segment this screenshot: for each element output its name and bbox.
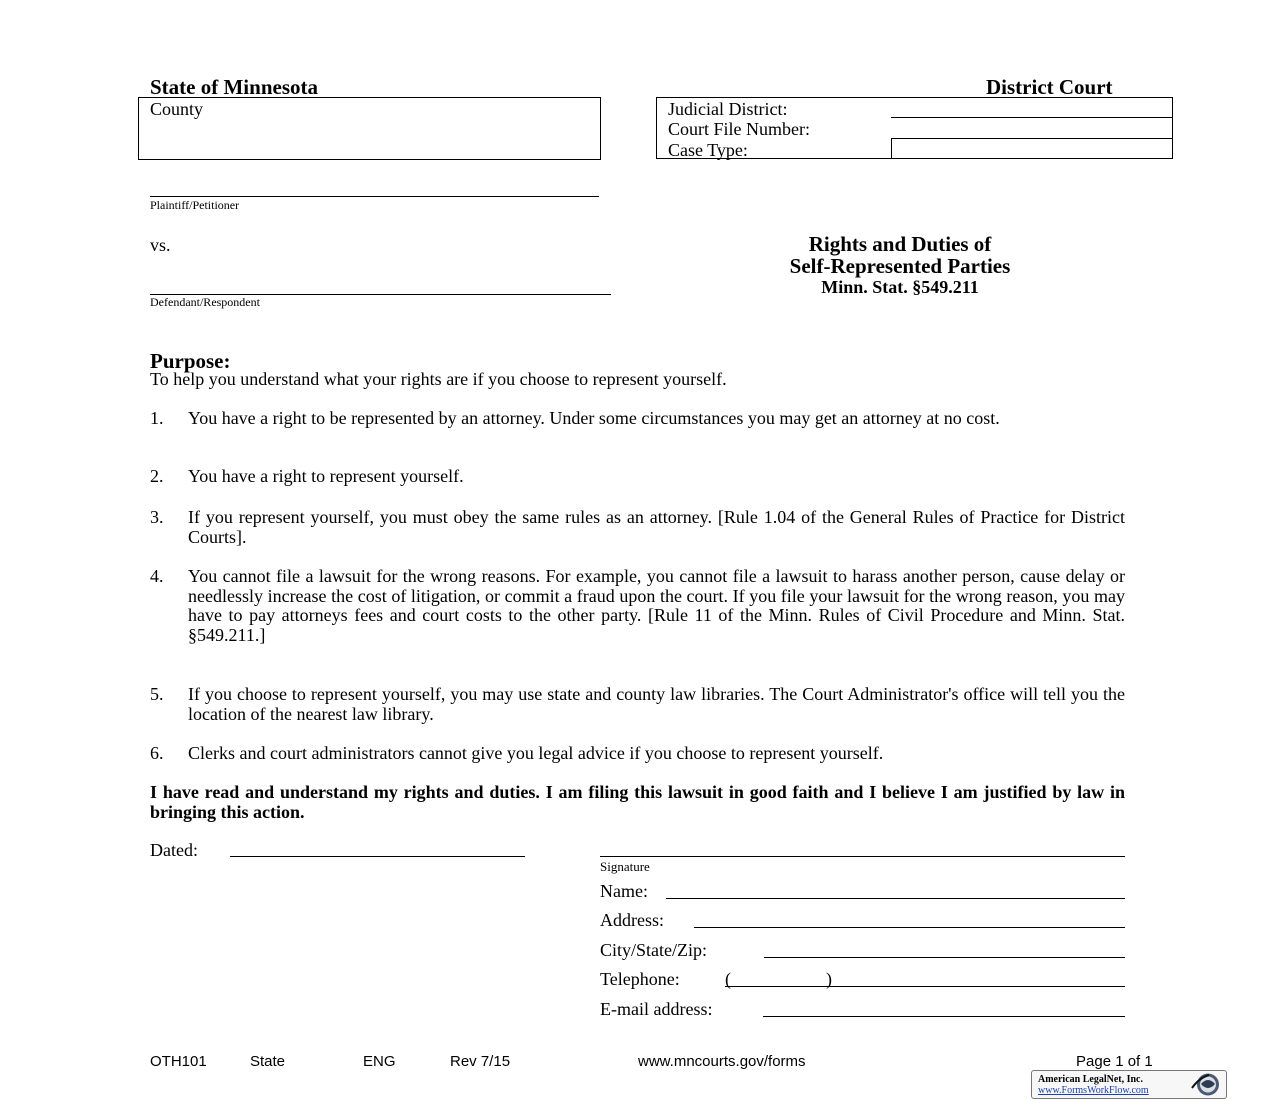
- vs-label: vs.: [150, 235, 171, 255]
- title-line-2: Self-Represented Parties: [789, 254, 1011, 278]
- plaintiff-line[interactable]: [150, 196, 599, 197]
- list-item: [150, 409, 1125, 429]
- legalnet-watermark: [1031, 1070, 1227, 1099]
- list-item-text: You cannot file a lawsuit for the wrong reasons. For example, you cannot file a lawsuit to harass another person, cause delay or needlessly increase the cost of litigation, or commit a fraud upon the court. If you file your lawsuit for the wrong reason, you may have to pay attorneys fees and court costs to the other party. [Rule 11 of the Minn. Rules of Civil Procedure and Minn. Stat. §549.211.]: [188, 566, 1125, 645]
- name-label: Name:: [600, 881, 648, 901]
- telephone-paren-open: (: [725, 969, 731, 989]
- list-item-number: 5.: [150, 684, 164, 704]
- case-type-field[interactable]: [891, 139, 1172, 158]
- case-type-label: Case Type:: [668, 140, 748, 160]
- list-item-number: 6.: [150, 743, 164, 763]
- footer-language: ENG: [363, 1053, 396, 1070]
- address-field[interactable]: [694, 927, 1125, 928]
- case-info-box: [656, 97, 1173, 159]
- list-item-text: If you represent yourself, you must obey the same rules as an attorney. [Rule 1.04 of the General Rules of Practice for District Courts].: [188, 507, 1125, 547]
- court-heading: District Court: [986, 75, 1113, 99]
- dated-label: Dated:: [150, 840, 198, 860]
- address-label: Address:: [600, 910, 664, 930]
- list-item-text: You have a right to represent yourself.: [188, 466, 464, 486]
- footer-form-code: OTH101: [150, 1053, 207, 1070]
- list-item-number: 1.: [150, 408, 164, 428]
- state-heading: State of Minnesota: [150, 75, 318, 99]
- list-item: [150, 685, 1125, 724]
- globe-icon: [1189, 1072, 1223, 1097]
- defendant-label: Defendant/Respondent: [150, 295, 260, 309]
- list-item-number: 4.: [150, 566, 164, 586]
- city-state-zip-field[interactable]: [764, 957, 1125, 958]
- footer-revision: Rev 7/15: [450, 1053, 511, 1070]
- email-field[interactable]: [763, 1016, 1125, 1017]
- judicial-district-label: Judicial District:: [668, 99, 788, 119]
- footer-scope: State: [250, 1053, 286, 1070]
- footer-page-number: Page 1 of 1: [1076, 1053, 1153, 1070]
- watermark-url[interactable]: www.FormsWorkFlow.com: [1038, 1085, 1149, 1096]
- name-field[interactable]: [666, 898, 1125, 899]
- signature-field[interactable]: [600, 856, 1125, 857]
- telephone-field[interactable]: [725, 986, 1125, 987]
- statute-reference: Minn. Stat. §549.211: [821, 277, 979, 297]
- good-faith-statement: I have read and understand my rights and duties. I am filing this lawsuit in good faith and I believe I am justified by law in bringing this action.: [150, 782, 1125, 822]
- title-line-1: Rights and Duties of: [808, 232, 992, 256]
- list-item-text: If you choose to represent yourself, you may use state and county law libraries. The Court Administrator's office will tell you the location of the nearest law library.: [188, 684, 1125, 724]
- list-item-number: 3.: [150, 507, 164, 527]
- purpose-text: To help you understand what your rights are if you choose to represent yourself.: [150, 369, 727, 389]
- telephone-label: Telephone:: [600, 969, 680, 989]
- court-file-number-label: Court File Number:: [668, 119, 810, 139]
- dated-field[interactable]: [230, 856, 525, 857]
- list-item-text: Clerks and court administrators cannot give you legal advice if you choose to represent yourself.: [188, 743, 884, 763]
- signature-label: Signature: [600, 859, 650, 874]
- list-item: [150, 744, 1125, 764]
- watermark-company: American LegalNet, Inc.: [1038, 1074, 1143, 1085]
- purpose-heading: Purpose:: [150, 349, 231, 373]
- city-state-zip-label: City/State/Zip:: [600, 940, 707, 960]
- county-box: [138, 97, 601, 160]
- list-item-number: 2.: [150, 466, 164, 486]
- list-item: [150, 567, 1125, 645]
- email-label: E-mail address:: [600, 999, 713, 1019]
- county-label: County: [150, 99, 204, 119]
- list-item: [150, 467, 1125, 487]
- footer-url: www.mncourts.gov/forms: [638, 1053, 806, 1070]
- judicial-district-field[interactable]: [891, 117, 1172, 118]
- plaintiff-label: Plaintiff/Petitioner: [150, 198, 240, 212]
- telephone-paren-close: ): [826, 969, 832, 989]
- list-item-text: You have a right to be represented by an attorney. Under some circumstances you may get an attorney at no cost.: [188, 408, 1000, 428]
- list-item: [150, 508, 1125, 547]
